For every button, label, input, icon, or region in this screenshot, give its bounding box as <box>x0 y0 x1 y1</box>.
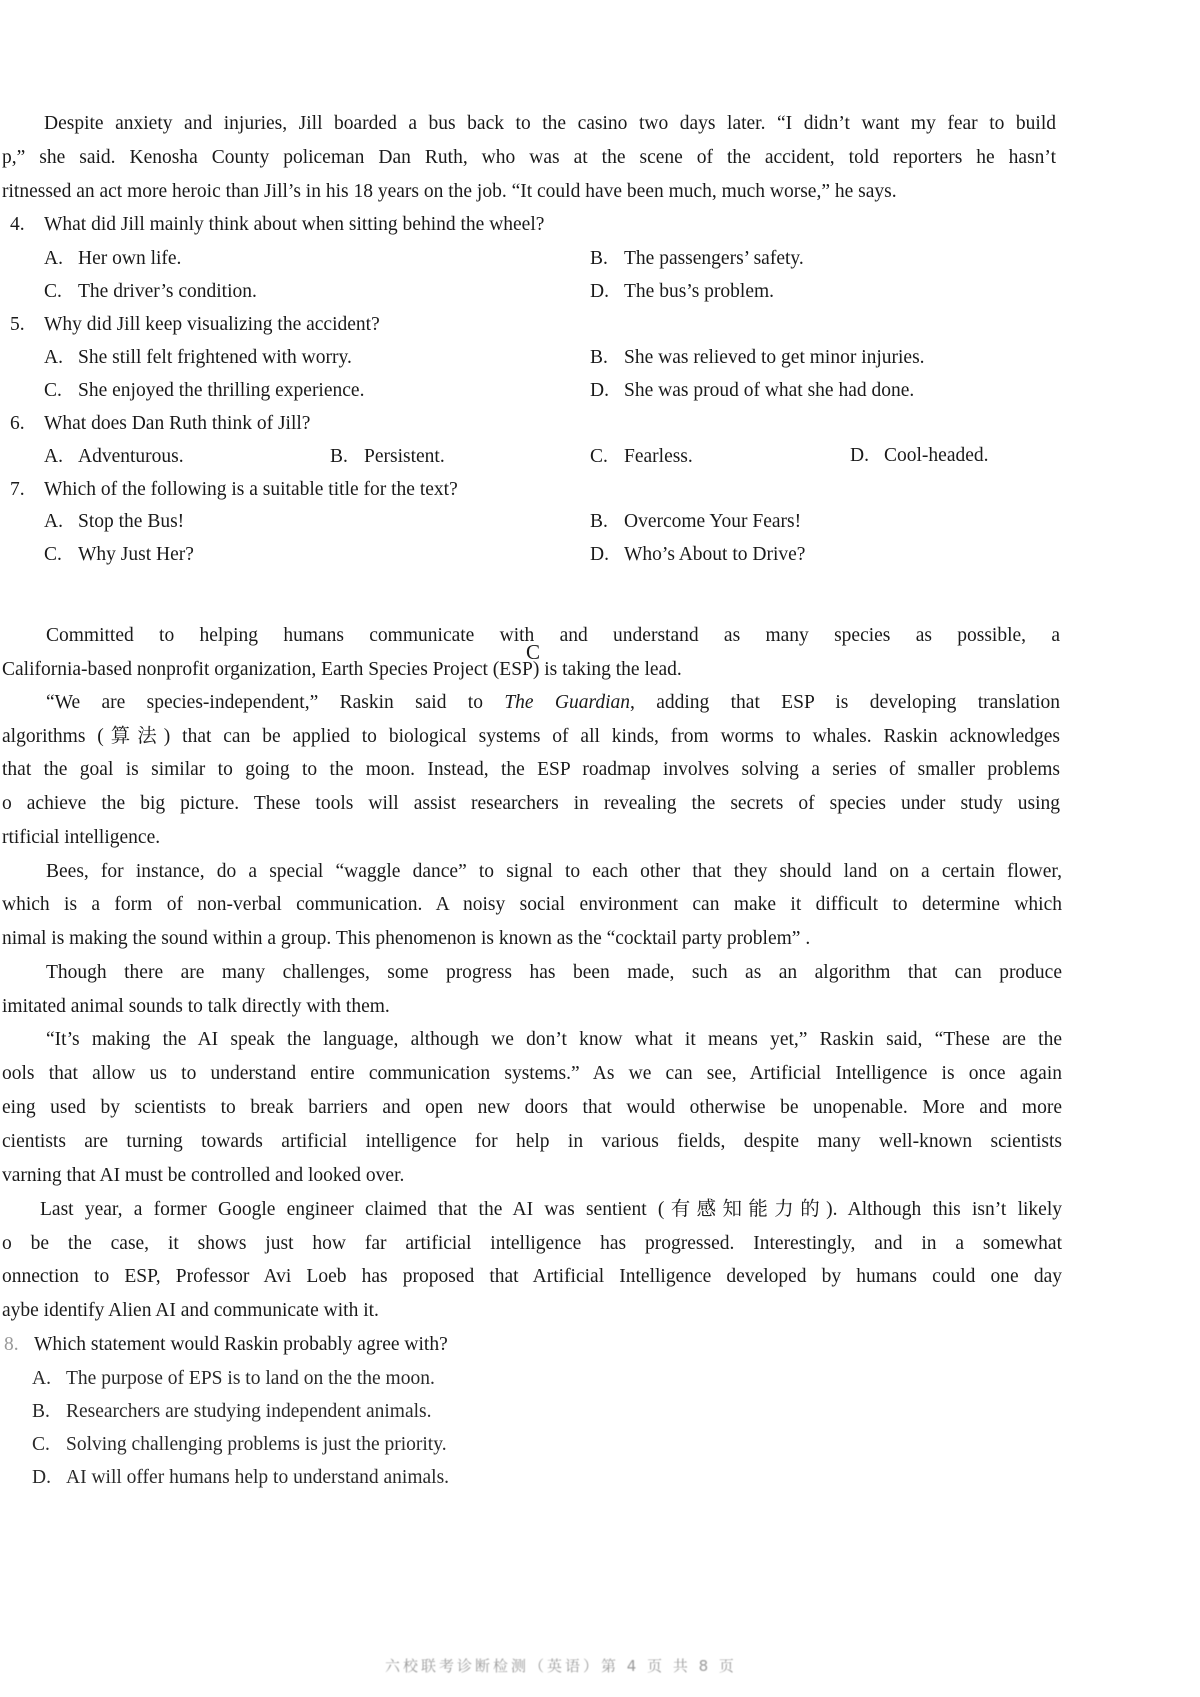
passage-line: eing used by scientists to break barriers and open new doors that would otherwise be unopenable. More and more <box>2 1097 1062 1118</box>
passage-line: Last year, a former Google engineer claimed that the AI was sentient (有感知能力的). Although this isn’t likely <box>40 1199 1062 1220</box>
option-d[interactable] <box>32 1466 449 1490</box>
option-c[interactable] <box>44 280 257 304</box>
option-letter: C. <box>32 1434 50 1455</box>
option-letter: B. <box>590 248 608 269</box>
passage-line: algorithms (算法) that can be applied to biological systems of all kinds, from worms to whales. Raskin acknowledges <box>2 726 1060 747</box>
question-number: 4. <box>10 214 25 235</box>
option-text: Who’s About to Drive? <box>624 544 806 565</box>
option-letter: C. <box>44 544 62 565</box>
option-d[interactable] <box>590 280 774 304</box>
option-a[interactable] <box>32 1367 435 1391</box>
passage-line: Bees, for instance, do a special “waggle dance” to signal to each other that they should land on a certain flower, <box>46 861 1062 882</box>
question-number: 5. <box>10 314 25 335</box>
question-text: What does Dan Ruth think of Jill? <box>44 413 311 434</box>
question-number: 7. <box>10 479 25 500</box>
option-text: She was proud of what she had done. <box>624 380 915 401</box>
question-8-stem <box>4 1333 448 1357</box>
option-d[interactable] <box>590 379 914 403</box>
option-letter: C. <box>44 380 62 401</box>
option-text: Her own life. <box>78 248 182 269</box>
option-text: Persistent. <box>364 446 445 467</box>
option-c[interactable] <box>32 1433 447 1457</box>
option-letter: A. <box>44 248 63 269</box>
option-text: Stop the Bus! <box>78 511 185 532</box>
question-7-stem <box>10 478 458 502</box>
option-text: Solving challenging problems is just the priority. <box>66 1434 447 1455</box>
question-number: 8. <box>4 1334 19 1355</box>
question-6-stem <box>10 412 310 436</box>
option-text: Cool-headed. <box>884 445 989 466</box>
passage-line: which is a form of non-verbal communication. A noisy social environment can make it difficult to determine which <box>2 894 1062 915</box>
passage-line: that the goal is similar to going to the moon. Instead, the ESP roadmap involves solving a series of smaller problems <box>2 759 1060 780</box>
passage-line: “It’s making the AI speak the language, although we don’t know what it means yet,” Raskin said, “These are the <box>46 1029 1062 1050</box>
text-run: “We are species-independent,” Raskin said to <box>46 692 483 713</box>
option-c[interactable] <box>44 379 364 403</box>
passage-line: p,” she said. Kenosha County policeman Dan Ruth, who was at the scene of the accident, told reporters he hasn’t <box>2 147 1056 168</box>
option-text: Why Just Her? <box>78 544 194 565</box>
passage-line: onnection to ESP, Professor Avi Loeb has proposed that Artificial Intelligence developed by humans could one day <box>2 1266 1062 1287</box>
page-footer: 六校联考诊断检测（英语）第 4 页 共 8 页 <box>385 1657 737 1675</box>
passage-line: California-based nonprofit organization, Earth Species Project (ESP) is taking the lead. <box>2 659 682 680</box>
text-run: , adding that ESP is developing translation <box>630 692 1061 713</box>
option-text: The purpose of EPS is to land on the the moon. <box>66 1368 435 1389</box>
passage-line: aybe identify Alien AI and communicate with it. <box>2 1300 379 1321</box>
option-letter: D. <box>850 445 869 466</box>
option-text: Adventurous. <box>78 446 184 467</box>
section-heading: C <box>526 640 541 664</box>
passage-line: rtificial intelligence. <box>2 827 161 848</box>
passage-line: o be the case, it shows just how far artificial intelligence has progressed. Interestingly, and in a somewhat <box>2 1233 1062 1254</box>
option-a[interactable] <box>44 510 184 534</box>
passage-line: cientists are turning towards artificial intelligence for help in various fields, despite many well-known scientists <box>2 1131 1062 1152</box>
option-letter: D. <box>590 281 609 302</box>
option-text: The driver’s condition. <box>78 281 257 302</box>
question-text: Which of the following is a suitable title for the text? <box>44 479 458 500</box>
option-letter: C. <box>590 446 608 467</box>
option-text: The passengers’ safety. <box>624 248 804 269</box>
option-letter: D. <box>590 380 609 401</box>
option-text: She enjoyed the thrilling experience. <box>78 380 365 401</box>
option-letter: D. <box>590 544 609 565</box>
option-letter: B. <box>32 1401 50 1422</box>
option-b[interactable] <box>590 510 801 534</box>
option-letter: A. <box>44 347 63 368</box>
question-5-stem <box>10 313 380 337</box>
option-text: Overcome Your Fears! <box>624 511 802 532</box>
option-a[interactable] <box>44 346 352 370</box>
question-number: 6. <box>10 413 25 434</box>
option-d[interactable] <box>850 444 989 468</box>
passage-line: imitated animal sounds to talk directly with them. <box>2 996 390 1017</box>
question-4-stem <box>10 213 544 237</box>
option-text: She still felt frightened with worry. <box>78 347 352 368</box>
question-text: What did Jill mainly think about when sitting behind the wheel? <box>44 214 545 235</box>
option-letter: D. <box>32 1467 51 1488</box>
option-letter: B. <box>590 347 608 368</box>
option-letter: A. <box>44 446 63 467</box>
option-letter: B. <box>590 511 608 532</box>
option-letter: A. <box>32 1368 51 1389</box>
option-c[interactable] <box>590 445 693 469</box>
option-b[interactable] <box>32 1400 432 1424</box>
option-text: Fearless. <box>624 446 693 467</box>
option-text: Researchers are studying independent animals. <box>66 1401 432 1422</box>
option-c[interactable] <box>44 543 194 567</box>
passage-line: nimal is making the sound within a group. This phenomenon is known as the “cocktail party problem” . <box>2 928 811 949</box>
option-letter: A. <box>44 511 63 532</box>
option-text: She was relieved to get minor injuries. <box>624 347 925 368</box>
passage-line: Despite anxiety and injuries, Jill boarded a bus back to the casino two days later. “I didn’t want my fear to build <box>44 113 1056 134</box>
question-text: Why did Jill keep visualizing the accident? <box>44 314 380 335</box>
option-b[interactable] <box>590 346 925 370</box>
option-b[interactable] <box>330 445 445 469</box>
option-text: AI will offer humans help to understand animals. <box>66 1467 450 1488</box>
passage-line: o achieve the big picture. These tools will assist researchers in revealing the secrets of species under study using <box>2 793 1060 814</box>
passage-line: varning that AI must be controlled and looked over. <box>2 1165 405 1186</box>
option-a[interactable] <box>44 445 184 469</box>
passage-line <box>46 691 1060 715</box>
option-b[interactable] <box>590 247 804 271</box>
option-text: The bus’s problem. <box>624 281 775 302</box>
question-text: Which statement would Raskin probably agree with? <box>34 1334 448 1355</box>
option-letter: C. <box>44 281 62 302</box>
option-a[interactable] <box>44 247 181 271</box>
passage-line: Though there are many challenges, some progress has been made, such as an algorithm that can produce <box>46 962 1062 983</box>
passage-line: ools that allow us to understand entire communication systems.” As we can see, Artificial Intelligence is once again <box>2 1063 1062 1084</box>
option-letter: B. <box>330 446 348 467</box>
option-d[interactable] <box>590 543 805 567</box>
publication-title: The Guardian <box>504 692 631 713</box>
passage-line: Committed to helping humans communicate with and understand as many species as possible, a <box>46 625 1060 646</box>
passage-line: ritnessed an act more heroic than Jill’s in his 18 years on the job. “It could have been much, much worse,” he says. <box>2 181 897 202</box>
